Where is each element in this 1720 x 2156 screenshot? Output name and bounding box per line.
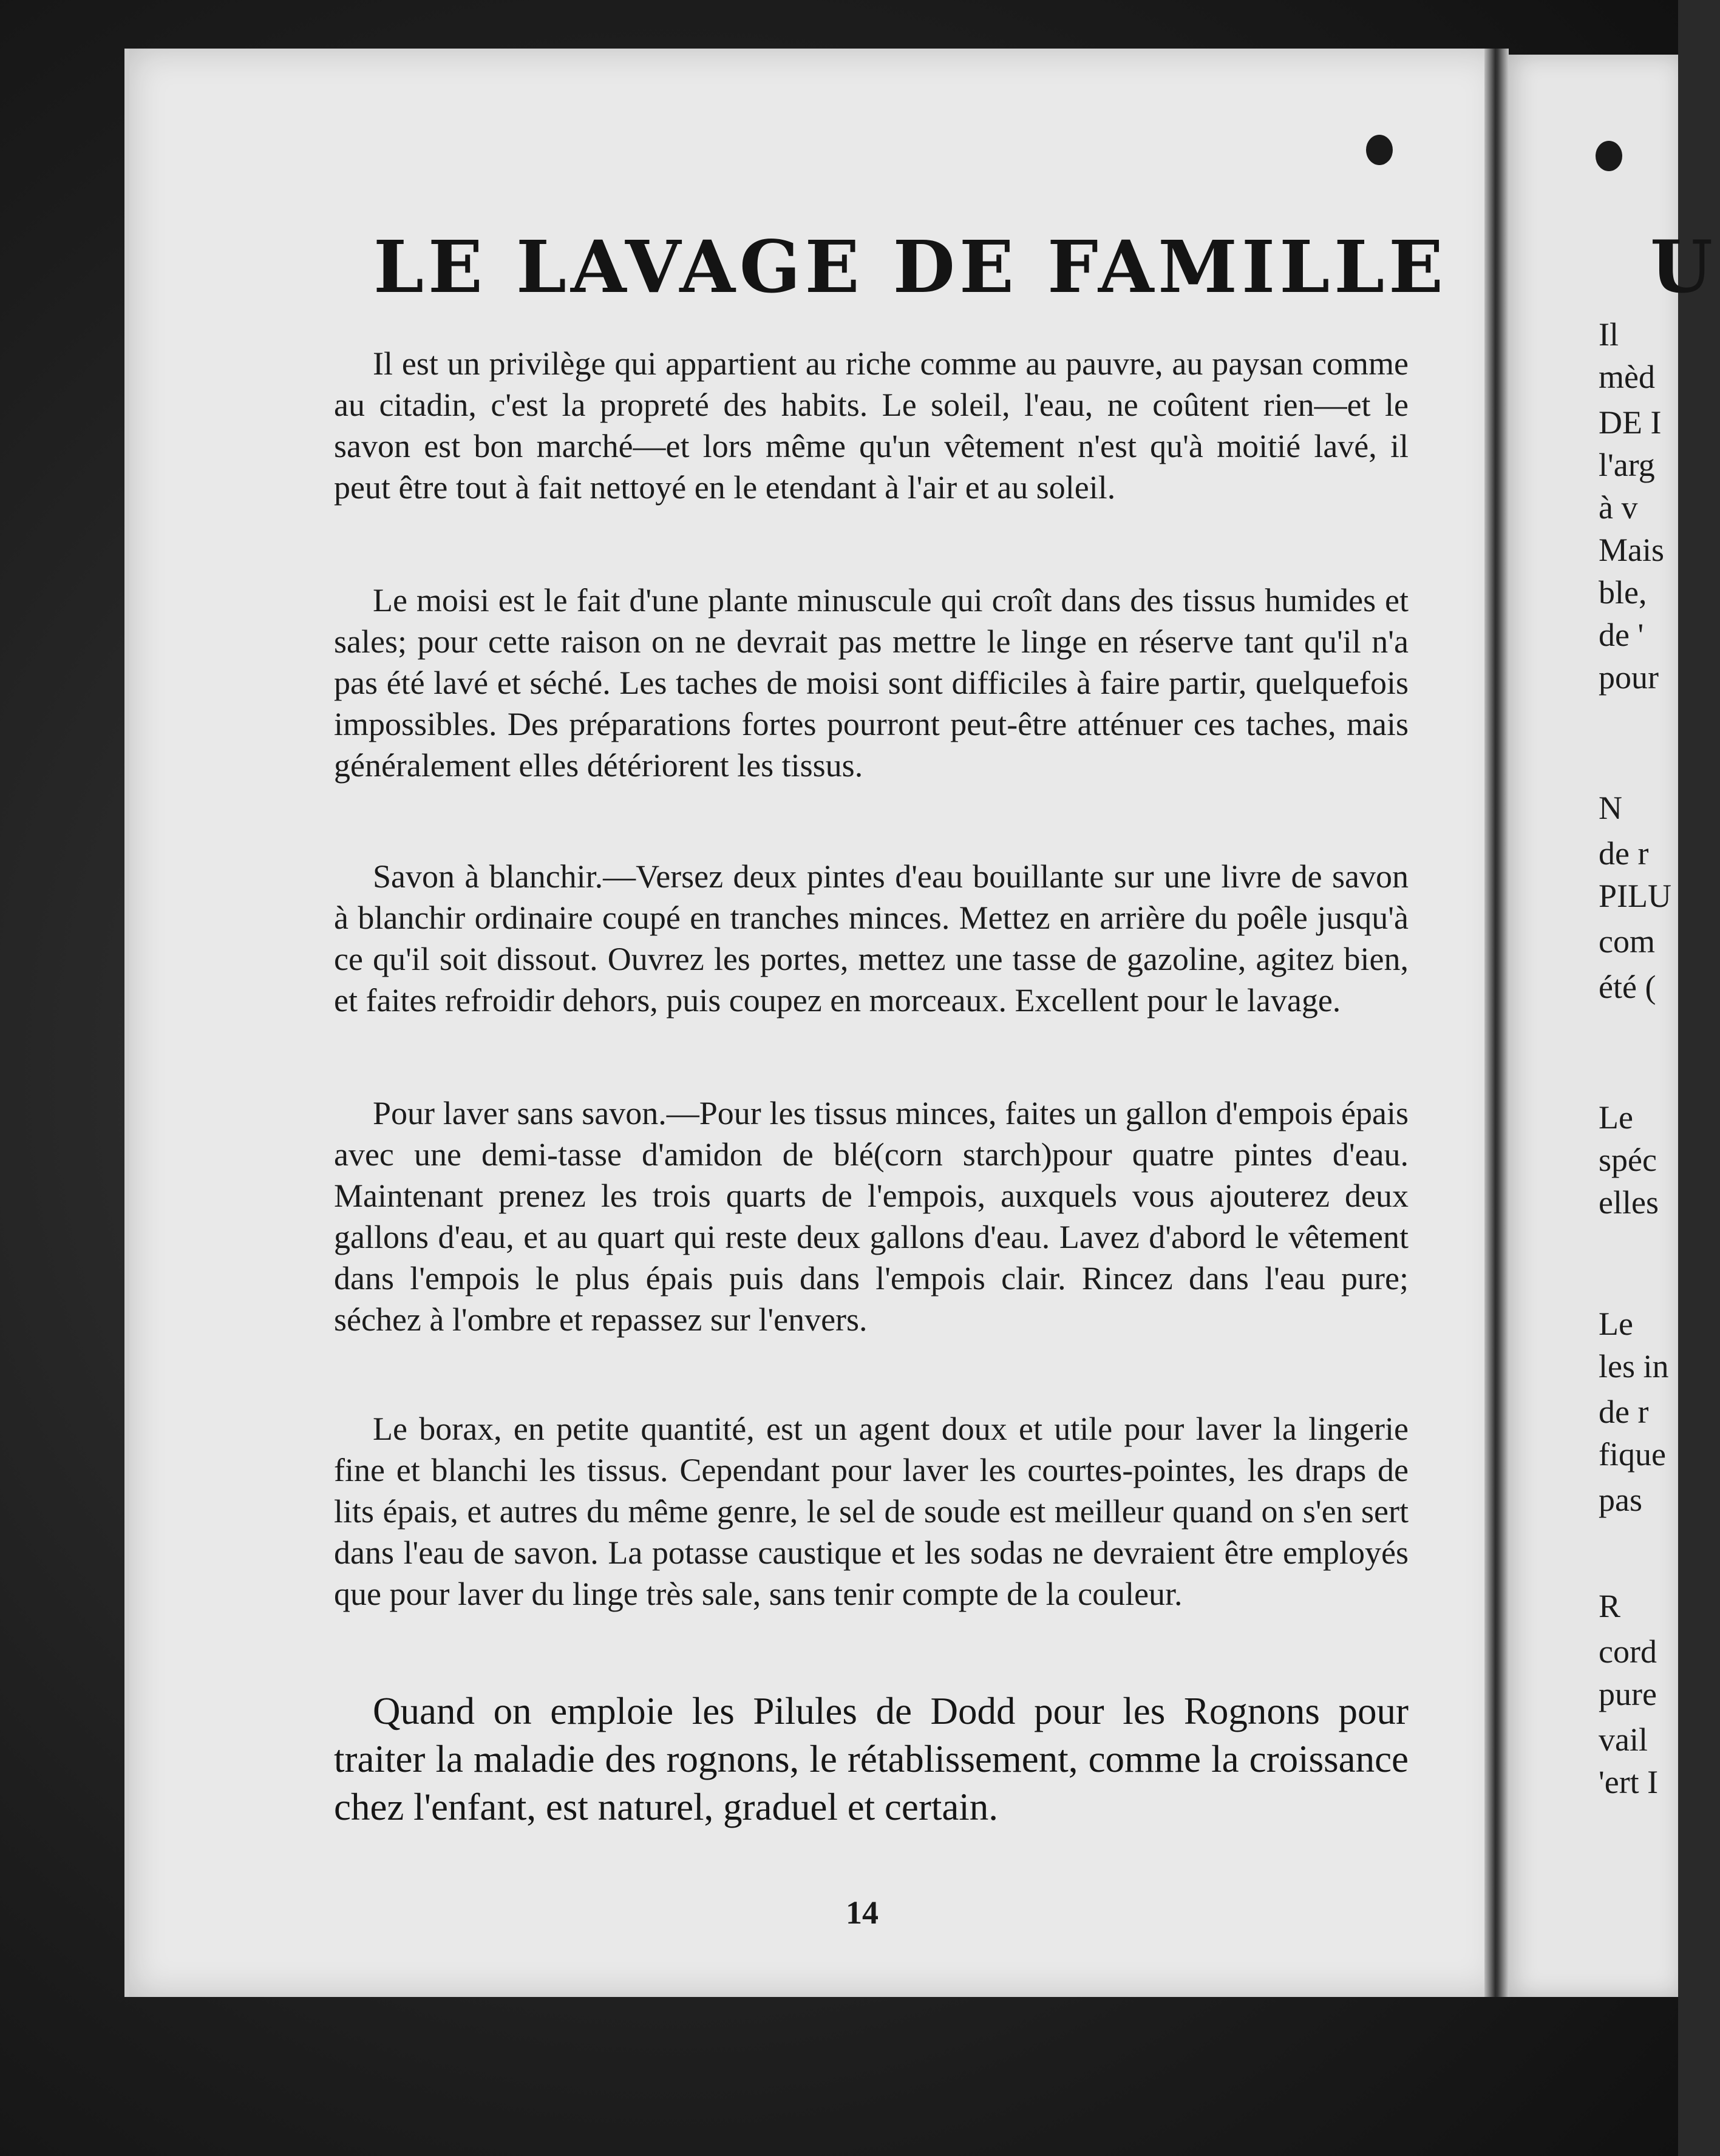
right-page-line-fragment: à v <box>1599 489 1638 526</box>
right-page-line-fragment: com <box>1599 923 1655 960</box>
right-page-line-fragment: Mais <box>1599 532 1664 568</box>
right-page-line-fragment: l'arg <box>1599 447 1655 483</box>
book-gutter <box>1484 49 1509 1997</box>
right-page-line-fragment: PILU <box>1599 878 1671 914</box>
page-number: 14 <box>846 1894 879 1931</box>
paragraph-moisi: Le moisi est le fait d'une plante minuscule qui croît dans des tissus humides et sales; pour cette raison on ne devrait pas mettre le linge en réserve tant qu'il n'a pas été lavé et séché. Les taches de moisi sont difficiles à faire partir, quelquefois impossibles. Des préparations fortes pourront peut-être atténuer ces taches, mais généralement elles détériorent les tissus. <box>334 582 1409 784</box>
paragraph-laver-sans-savon: Pour laver sans savon.—Pour les tissus minces, faites un gallon d'empois épais avec une demi-tasse d'amidon de blé(corn starch)pour quatre pintes d'eau. Maintenant prenez les trois quarts de l'empois, auxquels vous ajouterez deux gallons d'eau, et au quart qui reste deux gallons d'eau. Lavez d'abord le vêtement dans l'empois le plus épais puis dans l'empois clair. Rincez dans l'eau pure; séchez à l'ombre et repassez sur l'envers. <box>334 1095 1409 1338</box>
right-page-line-fragment: pure <box>1599 1676 1657 1712</box>
paragraph-savon-a-blanchir: Savon à blanchir.—Versez deux pintes d'eau bouillante sur une livre de savon à blanchir ordinaire coupé en tranches minces. Mettez en arrière du poêle jusqu'à ce qu'il soit dissout. Ouvrez les portes, mettez une tasse de gazoline, agitez bien, et faites refroidir dehors, puis coupez en morceaux. Excellent pour le lavage. <box>334 858 1409 1019</box>
right-page-line-fragment: vail <box>1599 1721 1648 1758</box>
right-page-line-fragment: de r <box>1599 1394 1649 1430</box>
right-page-line-fragment: Le <box>1599 1306 1633 1342</box>
right-page-title-fragment: U <box>1650 225 1713 309</box>
right-page-line-fragment: Le <box>1599 1099 1633 1136</box>
right-page-line-fragment: été ( <box>1599 969 1656 1005</box>
page-title: LE LAVAGE DE FAMILLE <box>373 225 1448 309</box>
paragraph-borax: Le borax, en petite quantité, est un agent doux et utile pour laver la lingerie fine et blanchi les tissus. Cependant pour laver les courtes-pointes, les draps de lits épais, et autres du même genre, le sel de soude est meilleur quand on s'en sert dans l'eau de savon. La potasse caustique et les sodas ne devraient être employés que pour laver du linge très sale, sans tenir compte de la couleur. <box>334 1411 1409 1612</box>
paragraph-proprete: Il est un privilège qui appartient au riche comme au pauvre, au paysan comme au citadin, c'est la propreté des habits. Le soleil, l'eau, ne coûtent rien—et le savon est bon marché—et lors même qu'un vêtement n'est qu'à moitié lavé, il peut être tout à fait nettoyé en le etendant à l'air et au soleil. <box>334 345 1409 506</box>
right-page-line-fragment: fique <box>1599 1436 1666 1473</box>
punch-hole <box>1366 135 1393 165</box>
right-page-line-fragment: pas <box>1599 1482 1642 1518</box>
right-page-line-fragment: R <box>1599 1588 1621 1624</box>
right-page-line-fragment: ble, <box>1599 574 1647 611</box>
right-page-line-fragment: 'ert I <box>1599 1764 1659 1800</box>
right-page-line-fragment: pour <box>1599 659 1659 696</box>
right-page-line-fragment: N <box>1599 790 1622 826</box>
right-page-line-fragment: mèd <box>1599 359 1655 395</box>
right-page-line-fragment: DE I <box>1599 404 1662 441</box>
right-page-line-fragment: Il <box>1599 316 1619 353</box>
advertisement-paragraph: Quand on emploie les Pilules de Dodd pour les Rognons pour traiter la maladie des rognons, le rétablissement, comme la croissance chez l'enfant, est naturel, graduel et certain. <box>334 1690 1409 1828</box>
right-page-line-fragment: de r <box>1599 835 1649 872</box>
right-page-line-fragment: elles <box>1599 1184 1659 1221</box>
right-page-line-fragment: spéc <box>1599 1142 1657 1178</box>
punch-hole <box>1596 141 1622 171</box>
right-page-line-fragment: de ' <box>1599 617 1644 653</box>
right-page-line-fragment: cord <box>1599 1633 1657 1670</box>
right-page-line-fragment: les in <box>1599 1348 1669 1385</box>
